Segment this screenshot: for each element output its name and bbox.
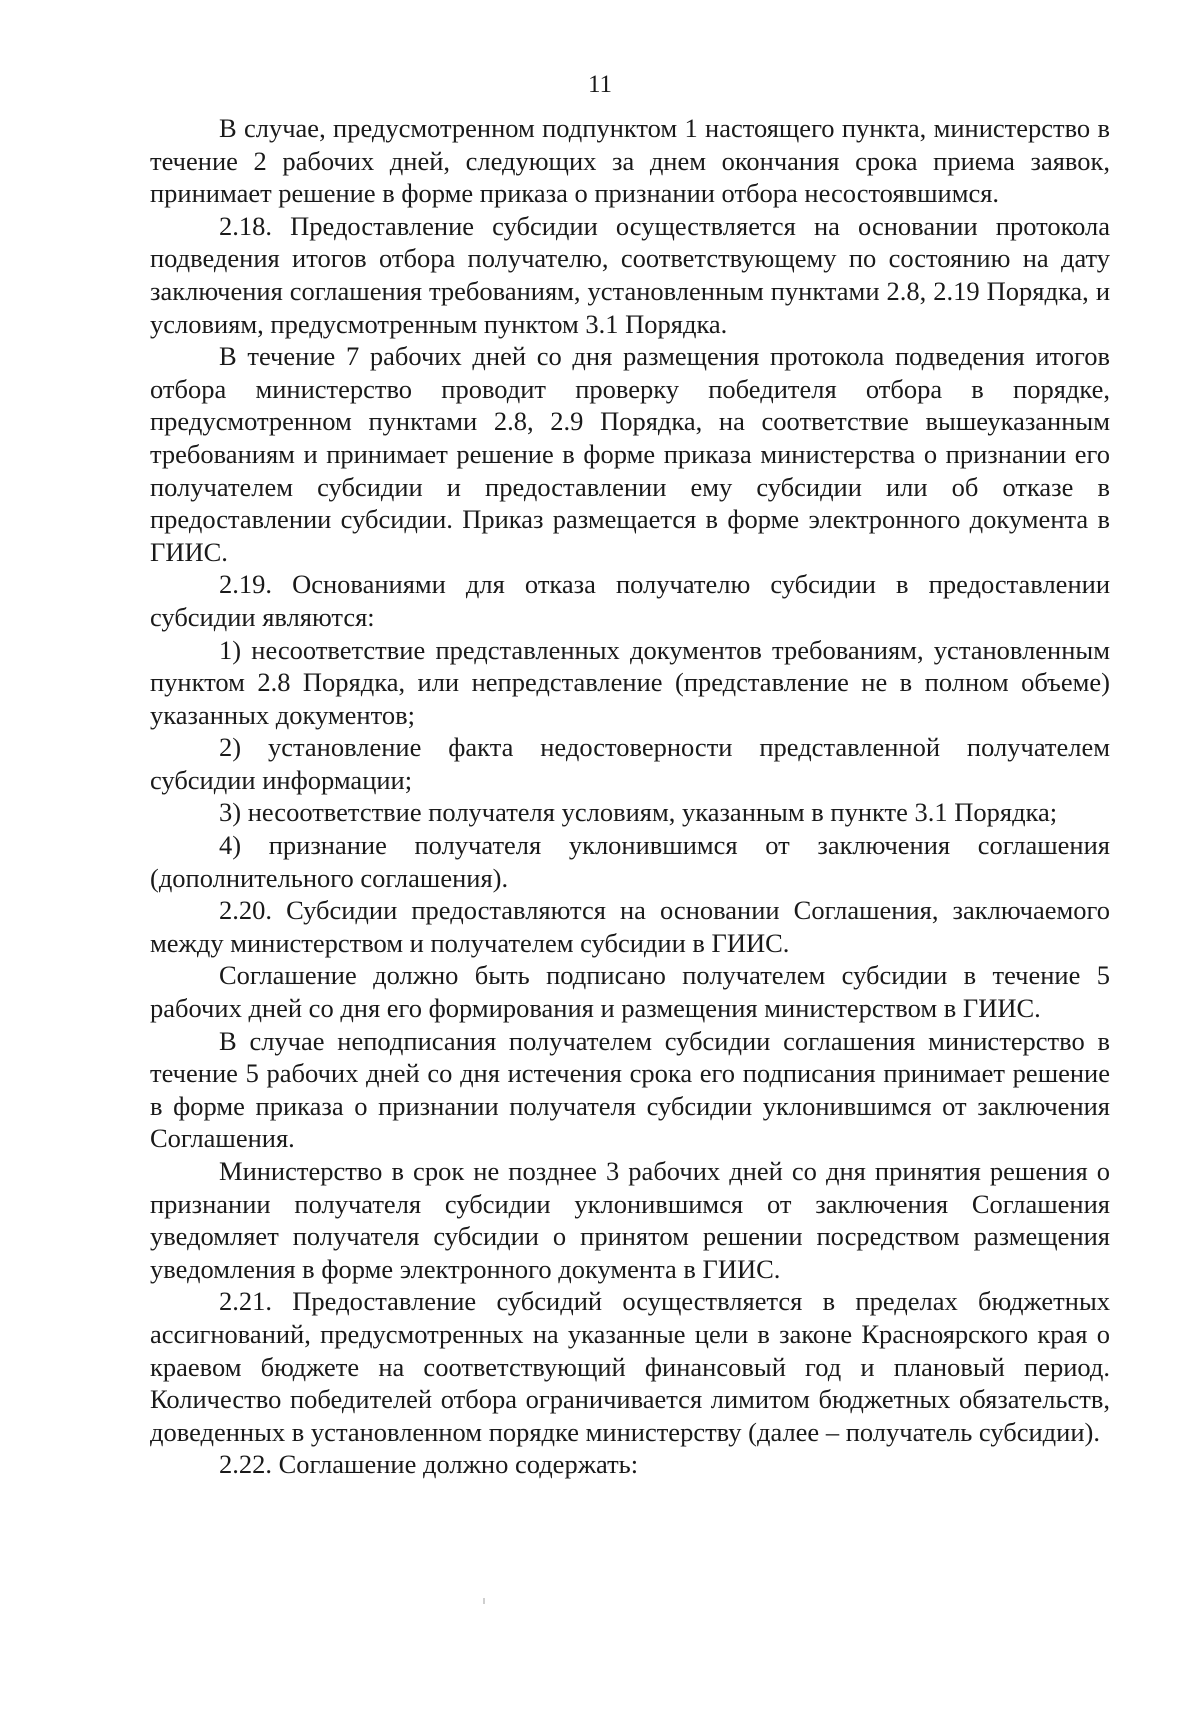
paragraph-non-signing: В случае неподписания получателем субсидии соглашения министерство в течение 5 рабочих дней со дня истечения срока его подписания принимает решение в форме приказа о признании получателя субсидии уклонившимся от заключения Соглашения. bbox=[150, 1025, 1110, 1154]
list-item-3: 3) несоответствие получателя условиям, указанным в пункте 3.1 Порядка; bbox=[219, 797, 1058, 828]
paragraph-2-22: 2.22. Соглашение должно содержать: bbox=[219, 1449, 639, 1480]
paragraph-notification: Министерство в срок не позднее 3 рабочих дней со дня принятия решения о признании получателя субсидии уклонившимся от заключения Соглашения уведомляет получателя субсидии о принятом решении посредством размещения уведомления в форме электронного документа в ГИИС. bbox=[150, 1156, 1110, 1284]
paragraph-tender-failed: В случае, предусмотренном подпунктом 1 настоящего пункта, министерство в течение 2 рабочих дней, следующих за днем окончания срока приема заявок, принимает решение в форме приказа о признании отбора несостоявшимся. bbox=[150, 113, 1110, 209]
paragraph-2-19: 2.19. Основаниями для отказа получателю субсидии в предоставлении субсидии являются: bbox=[150, 569, 1110, 632]
paragraph-2-21: 2.21. Предоставление субсидий осуществляется в пределах бюджетных ассигнований, предусмотренных на указанные цели в законе Красноярского края о краевом бюджете на соответствующий финансовый год и плановый период. Количество победителей отбора ограничивается лимитом бюджетных обязательств, доведенных в установленном порядке министерству (далее – получатель субсидии). bbox=[150, 1286, 1110, 1447]
scan-artifact bbox=[483, 1598, 485, 1604]
list-item-4: 4) признание получателя уклонившимся от заключения соглашения (дополнительного соглашения). bbox=[150, 830, 1110, 893]
paragraph-7-days-check: В течение 7 рабочих дней со дня размещения протокола подведения итогов отбора министерство проводит проверку победителя отбора в порядке, предусмотренном пунктами 2.8, 2.9 Порядка, на соответствие вышеуказанным требованиям и принимает решение в форме приказа министерства о признании его получателем субсидии и предоставлении ему субсидии или об отказе в предоставлении субсидии. Приказ размещается в форме электронного документа в ГИИС. bbox=[150, 341, 1110, 567]
page-number: 11 bbox=[587, 71, 613, 98]
list-item-1: 1) несоответствие представленных документов требованиям, установленным пунктом 2.8 Порядка, или непредставление (представление не в полном объеме) указанных документов; bbox=[150, 634, 1110, 730]
document-body bbox=[150, 112, 1110, 1481]
paragraph-agreement-signing: Соглашение должно быть подписано получателем субсидии в течение 5 рабочих дней со дня его формирования и размещения министерством в ГИИС. bbox=[150, 960, 1110, 1024]
paragraph-2-20: 2.20. Субсидии предоставляются на основании Соглашения, заключаемого между министерством и получателем субсидии в ГИИС. bbox=[150, 895, 1110, 958]
paragraph-2-18: 2.18. Предоставление субсидии осуществляется на основании протокола подведения итогов отбора получателю, соответствующему по состоянию на дату заключения соглашения требованиям, установленным пунктами 2.8, 2.19 Порядка, и условиям, предусмотренным пунктом 3.1 Порядка. bbox=[150, 210, 1110, 339]
list-item-2: 2) установление факта недостоверности представленной получателем субсидии информации; bbox=[150, 732, 1110, 795]
